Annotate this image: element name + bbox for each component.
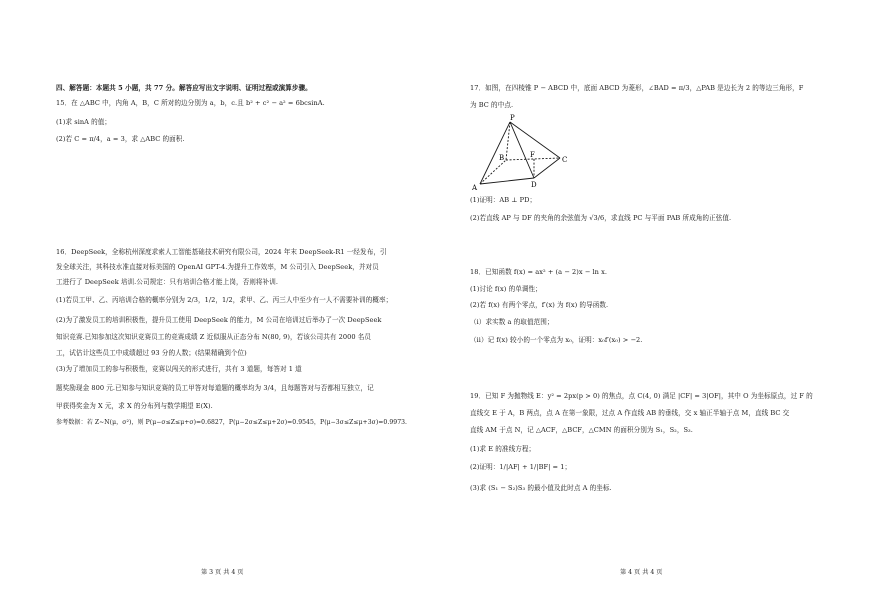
q19-line-1: 19．已知 F 为抛物线 E：y² = 2px(p > 0) 的焦点，点 C(4, 0) 满足 |CF| = 3|OF|，其中 O 为坐标原点，过 F 的 bbox=[470, 392, 813, 400]
q17-part1: (1)证明：AB ⊥ PD； bbox=[470, 196, 537, 204]
q18-part2-ii: （ii）记 f(x) 较小的一个零点为 x₀，证明：x₀f′(x₀) > −2. bbox=[470, 336, 643, 344]
q19-part1: (1)求 E 的准线方程； bbox=[470, 445, 536, 453]
pyramid-figure bbox=[470, 114, 580, 192]
q16-line-8: (3)为了增加员工的参与积极性，竞赛以闯关的形式进行，共有 3 道题，每答对 1 道 bbox=[56, 365, 302, 373]
q18-part1: (1)讨论 f(x) 的单调性； bbox=[470, 285, 542, 293]
q19-line-3: 直线 AM 于点 N，记 △ACF，△BCF，△CMN 的面积分别为 S₁，S₂，S₃. bbox=[470, 426, 693, 434]
q16-line-9: 题奖励现金 800 元.已知参与知识竞赛的员工甲答对每道题的概率均为 3/4，且每题答对与否都相互独立，记 bbox=[56, 384, 374, 392]
q16-reference-data: 参考数据：若 Z~N(μ，σ²)，则 P(μ−σ≤Z≤μ+σ)=0.6827，P(μ−2σ≤Z≤μ+2σ)=0.9545，P(μ−3σ≤Z≤μ+3σ)=0.9973. bbox=[56, 419, 408, 426]
q19-part2: (2)证明：1/|AF| + 1/|BF| = 1； bbox=[470, 463, 572, 471]
q16-line-2: 发全球关注，其科技水准直接对标美国的 OpenAI GPT-4.为提升工作效率，M 公司引入 DeepSeek，并对员 bbox=[56, 263, 379, 271]
label-p: P bbox=[510, 114, 515, 122]
q15-stem: 15．在 △ABC 中，内角 A，B，C 所对的边分别为 a，b，c.且 b² + c² − a² = 6bcsinA. bbox=[56, 99, 325, 107]
q18-stem: 18．已知函数 f(x) = ax² + (a − 2)x − ln x. bbox=[470, 268, 608, 276]
q16-line-6: 知识竞赛.已知参加这次知识竞赛员工的竞赛成绩 Z 近似服从正态分布 N(80, 9)，若该公司共有 2000 名员 bbox=[56, 333, 372, 341]
label-d: D bbox=[531, 181, 537, 189]
left-page bbox=[56, 0, 416, 615]
label-c: C bbox=[562, 156, 568, 164]
section-header: 四、解答题：本题共 5 小题，共 77 分。解答应写出文字说明、证明过程或演算步骤。 bbox=[56, 84, 312, 92]
q17-line-1: 17．如图，在四棱锥 P − ABCD 中，底面 ABCD 为菱形，∠BAD = π/3，△PAB 是边长为 2 的等边三角形，F bbox=[470, 84, 804, 92]
q17-part2: (2)若直线 AP 与 DF 的夹角的余弦值为 √3/6，求直线 PC 与平面 PAB 所成角的正弦值. bbox=[470, 214, 732, 222]
q16-line-3: 工进行了 DeepSeek 培训.公司规定：只有培训合格才能上岗，否则将补训. bbox=[56, 278, 278, 286]
label-b: B bbox=[499, 154, 505, 162]
q19-line-2: 直线交 E 于 A，B 两点，点 A 在第一象限，过点 A 作直线 AB 的垂线，交 x 轴正半轴于点 M，直线 BC 交 bbox=[470, 409, 790, 417]
q16-line-7: 工，试估计这些员工中成绩超过 93 分的人数；(结果精确到个位) bbox=[56, 349, 247, 357]
label-a: A bbox=[472, 184, 478, 192]
q16-line-10: 甲获得奖金为 X 元，求 X 的分布列与数学期望 E(X). bbox=[56, 402, 213, 410]
right-page-number: 第 4 页 共 4 页 bbox=[620, 569, 663, 576]
q16-line-1: 16．DeepSeek，全称杭州深度求索人工智能基础技术研究有限公司，2024 年末 DeepSeek-R1 一经发布，引 bbox=[56, 248, 387, 256]
q17-line-2: 为 BC 的中点. bbox=[470, 101, 514, 109]
q15-part2: (2)若 C = π/4，a = 3，求 △ABC 的面积. bbox=[56, 135, 185, 143]
q16-line-4: (1)若员工甲、乙、丙培训合格的概率分别为 2/3，1/2，1/2，求甲、乙、丙三人中至少有一人不需要补训的概率； bbox=[56, 296, 393, 304]
q18-part2: (2)若 f(x) 有两个零点，f′(x) 为 f(x) 的导函数. bbox=[470, 301, 609, 309]
q19-part3: (3)求 (S₁ − S₂)S₃ 的最小值及此时点 A 的坐标. bbox=[470, 484, 612, 492]
q16-line-5: (2)为了激发员工的培训积极性，提升员工使用 DeepSeek 的能力，M 公司在培训过后举办了一次 DeepSeek bbox=[56, 316, 382, 324]
q15-part1: (1)求 sinA 的值； bbox=[56, 118, 112, 126]
left-page-number: 第 3 页 共 4 页 bbox=[201, 569, 244, 576]
right-page bbox=[470, 0, 830, 615]
label-f: F bbox=[530, 151, 535, 159]
q18-part2-i: （i）求实数 a 的取值范围； bbox=[470, 318, 554, 326]
